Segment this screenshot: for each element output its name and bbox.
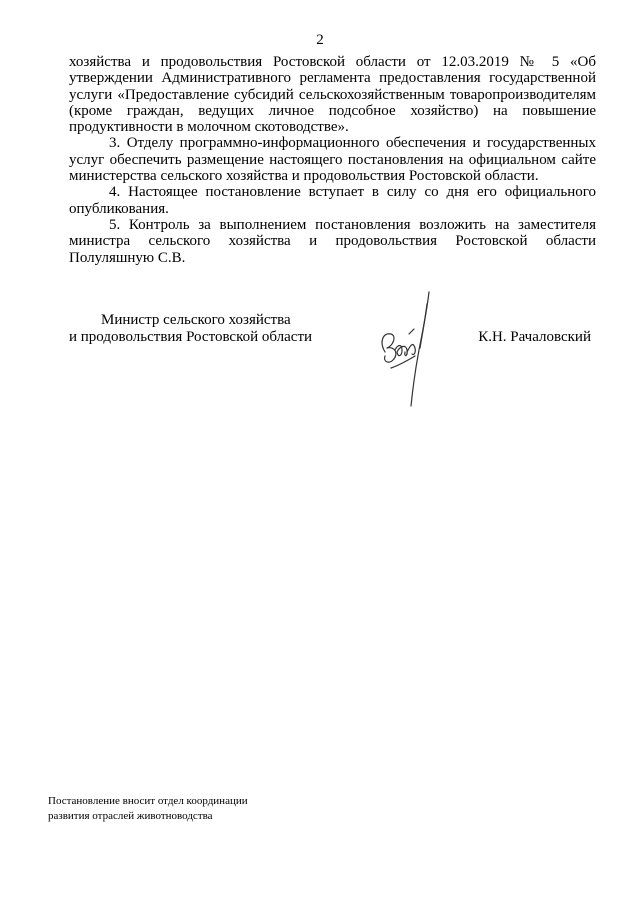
signatory-title <box>69 312 312 346</box>
handwritten-signature <box>371 290 441 408</box>
footer-note-line-1: Постановление вносит отдел координации <box>48 795 248 807</box>
signatory-title-line-2: и продовольствия Ростовской области <box>69 329 313 345</box>
paragraph-item-4: 4. Настоящее постановление вступает в силу со дня его официального опубликования. <box>69 184 596 217</box>
footer-note <box>48 794 248 824</box>
page-number: 2 <box>316 32 324 48</box>
signature-block <box>69 312 596 412</box>
paragraph-item-3: 3. Отделу программно-информационного обеспечения и государственных услуг обеспечить размещение настоящего постановления на официальном сайте министерства сельского хозяйства и продовольствия Ростовской области. <box>69 135 596 185</box>
signatory-title-line-1: Министр сельского хозяйства <box>101 312 291 328</box>
footer-note-line-2: развития отраслей животноводства <box>48 810 213 822</box>
document-body <box>69 54 596 266</box>
signatory-name: К.Н. Рачаловский <box>478 329 591 345</box>
paragraph-continuation: хозяйства и продовольствия Ростовской области от 12.03.2019 № 5 «Об утверждении Административного регламента предоставления государственной услуги «Предоставление субсидий сельскохозяйственным товаропроизводителям (кроме граждан, ведущих личное подсобное хозяйство) на повышение продуктивности в молочном скотоводстве». <box>69 54 596 136</box>
paragraph-item-5: 5. Контроль за выполнением постановления возложить на заместителя министра сельского хозяйства и продовольствия Ростовской области Полуляшную С.В. <box>69 216 596 266</box>
